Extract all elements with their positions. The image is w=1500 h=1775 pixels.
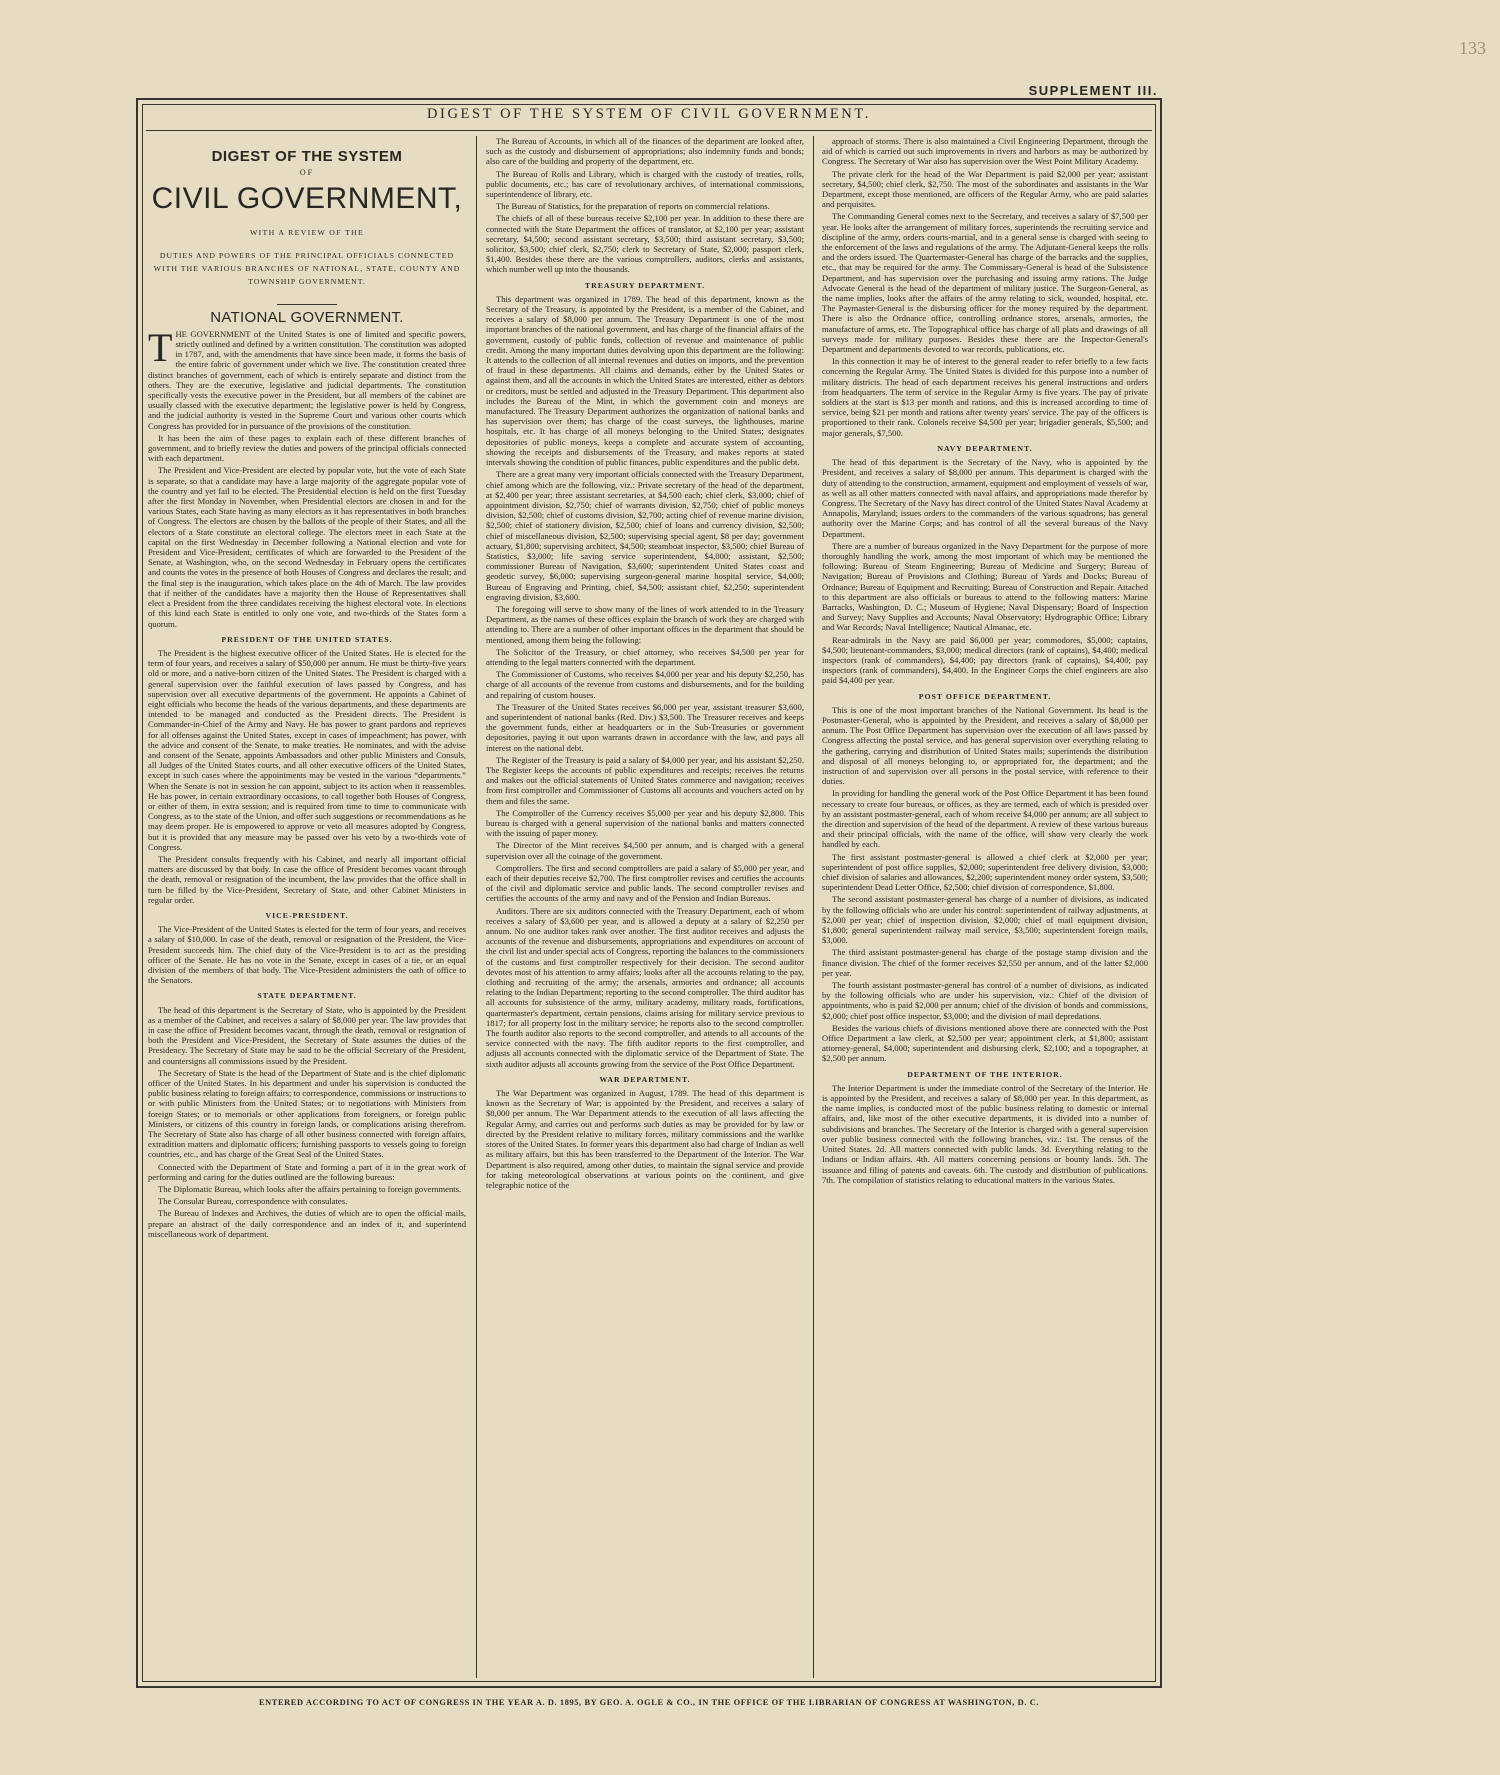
section-heading-treasury: TREASURY DEPARTMENT. xyxy=(584,280,706,290)
paragraph: The private clerk for the head of the War Department is paid $2,000 per year; assistant secretary, $4,500; chief clerk, $2,750. The most of the subordinates and assistants in the War Department, except those mentioned, are officers of the Regular Army, who are paid salaries and perquisites. xyxy=(822,168,1148,210)
paragraph: The Bureau of Accounts, in which all of the finances of the department are looked after, such as the custody and disbursement of appropriations; also indemnity funds and bonds; also care of the building and property of the department, etc. xyxy=(486,136,804,167)
paragraph: The head of this department is the Secretary of the Navy, who is appointed by the President, and receives a salary of $8,000 per annum. This department is charged with the duty of attending to the construction, armament, equipment and employment of vessels of war, as well as all other matters connected with naval affairs, and appropriations made therefor by Congress. The Secretary of the Navy has direct control of the United States Naval Academy at Annapolis, Maryland; issues orders to the commanders of the various squadrons; has general authority over the Marine Corps; and has control of all the several bureaus of the Navy Department. xyxy=(822,457,1148,539)
paragraph: There are a great many very important officials connected with the Treasury Department, chief among which are the following, viz.: Private secretary of the head of the department, at $2,400 per year; three assistant secretaries, at $4,500 each; chief clerk, $3,000; chief of appointment division, $2,750; chief of warrants division, $2,750; chief of public moneys division, $2,500; chief of customs division, $2,700; acting chief of revenue marine division, $2,500; chief of stationery division, $2,500; chief of loans and currency division, $2,500; chief of miscellaneous division, $2,500; supervising special agent, $8 per day; government actuary, $1,800; supervising architect, $4,500; steamboat inspector, $3,500; chief Bureau of Statistics, $3,000; life saving service superintendent, $4,000; assistant, $2,500; commissioner Bureau of Navigation, $3,600; superintendent United States coast and geodetic survey, $6,000; supervising surgeon-general marine hospital service, $4,000; Bureau of Engraving and Printing, chief, $4,500; assistant chief, $2,250; superintendent engraving division, $3,600. xyxy=(486,469,804,602)
page-number: 133 xyxy=(1459,38,1486,58)
national-heading: NATIONAL GOVERNMENT. xyxy=(210,308,404,326)
paragraph: The chiefs of all of these bureaus receive $2,100 per year. In addition to these there are connected with the State Department the offices of translator, at $2,100 per year; assistant secretary, $4,500; second assistant secretary, $3,500; third assistant secretary, $3,500; solicitor, $3,500; chief clerk, $2,750; clerk to Secretary of State, $2,000; passport clerk, $1,400. Besides these there are the various comptrollers, auditors, clerks and assistants, which number well up into the thousands. xyxy=(486,213,804,275)
drop-cap: T xyxy=(148,324,173,370)
section-heading-interior: DEPARTMENT OF THE INTERIOR. xyxy=(907,1069,1063,1079)
section-heading-state: STATE DEPARTMENT. xyxy=(257,991,357,1001)
paragraph: The President and Vice-President are elected by popular vote, but the vote of each State is separate, so that a candidate may have a large majority of the aggregate popular vote of the country and yet fail to be elected. The Presidential election is held on the first Tuesday after the first Monday in November, when Presidential electors are chosen in and for the various States, each State having as many electors as it has representatives in both branches of Congress. The electors are chosen by the ballots of the people of their States, and all the electors of a State constitute an electoral college. The electors meet in each State at the capital on the first Wednesday in December following a National election and vote for President and Vice-President, certificates of which are forwarded to the President of the Senate, at Washington, who, on the second Wednesday in February opens the certificates and counts the votes in the presence of both Houses of Congress and declares the result; and the final step is the inauguration, which takes place on the 4th of March. The law provides that if neither of the candidates have a majority then the House of Representatives shall elect a President from the three candidates receiving the highest electoral vote. In elections of this kind each State is entitled to only one vote, and two-thirds of the States form a quorum. xyxy=(148,465,466,629)
paragraph: The Register of the Treasury is paid a salary of $4,000 per year, and his assistant $2,250. The Register keeps the accounts of public expenditures and receipts; receives the returns and makes out the official statements of United States commerce and navigation; receives from first comptroller and Commissioner of Customs all accounts and vouchers acted on by them and files the same. xyxy=(486,754,804,806)
paragraph: There are a number of bureaus organized in the Navy Department for the purpose of more thoroughly handling the work, among the most important of which may be mentioned the following: Bureau of Steam Engineering; Bureau of Medicine and Surgery; Bureau of Navigation; Bureau of Provisions and Clothing; Bureau of Yards and Docks; Bureau of Ordnance; Bureau of Equipment and Recruiting; Bureau of Construction and Repair. Attached to this department are also officials or bureaus to attend to the following matters: Marine Barracks, Washington, D. C.; Museum of Hygiene; Naval Dispensary; Board of Inspection and Survey; Navy Supplies and Accounts; Naval Observatory; Hydrographic Office; Library and War Records; Naval Intelligence; Nautical Almanac, etc. xyxy=(822,540,1148,633)
paragraph: In this connection it may be of interest to the general reader to refer briefly to a few facts concerning the Regular Army. The United States is divided for this purpose into a number of military districts. The head of each department receives his general instructions and orders from headquarters. The term of service in the Regular Army is five years. The pay of private soldiers at the start is $13 per month and rations, and this is increased according to time of service, being $21 per month and rations after twenty years' service. The pay of the officers is proportioned to their rank. Colonels receive $4,500 per year; brigadier generals, $5,500; and major generals, $7,500. xyxy=(822,356,1148,438)
paragraph: Auditors. There are six auditors connected with the Treasury Department, each of whom receives a salary of $3,600 per year, and is allowed a deputy at a salary of $2,250 per annum. No one auditor takes rank over another. The first auditor receives and adjusts the accounts of the revenue and disbursements, appropriations and expenditures on account of the civil list and under special acts of Congress, reporting the balances to the commissioners of the customs and first comptroller respectively for their decision. The second auditor devotes most of his attention to army affairs; looks after all the accounts relating to the pay, clothing and recruiting of the army; the arsenals, armories and ordnance; all accounts relating to the Indian Department; reporting to the second comptroller. The third auditor has all accounts for subsistence of the army, military academy, military roads, fortifications, quartermaster's department, certain pensions, claims arising for military service previous to 1817; for all property lost in the military service; he reports also to the second comptroller. The fourth auditor also reports to the second comptroller, and attends to all accounts of the service connected with the navy. The fifth auditor reports to the first comptroller, and adjusts all accounts connected with the diplomatic service of the Department of State. The sixth auditor adjusts all accounts growing from the service of the Post Office Department. xyxy=(486,905,804,1069)
section-heading-navy: NAVY DEPARTMENT. xyxy=(937,443,1033,453)
title-review: WITH A REVIEW OF THE xyxy=(249,228,365,238)
paragraph: The Solicitor of the Treasury, or chief attorney, who receives $4,500 per year for attending to the legal matters connected with the department. xyxy=(486,646,804,667)
column-divider xyxy=(476,136,477,1678)
title-of: OF xyxy=(299,168,315,178)
paragraph: The fourth assistant postmaster-general has control of a number of divisions, as indicated by the following officials who are under his supervision, viz.: Chief of the division of appointments, who is paid $2,000 per annum; chief of the division of bonds and commissions, $2,000; chief post office inspector, $3,000; and the division of mail depredations. xyxy=(822,980,1148,1021)
column-3 xyxy=(822,136,1148,1680)
banner-rule xyxy=(146,130,1152,131)
paragraph: The second assistant postmaster-general has charge of a number of divisions, as indicated by the following officials who are under his control: superintendent of railway adjustments, at $2,000 per year; chief of inspection division, $2,000; chief of mail equipment division, $1,800; general superintendent railway mail service, $3,500; superintendent foreign mails, $3,000. xyxy=(822,894,1148,946)
paragraph: In providing for handling the general work of the Post Office Department it has been found necessary to create four bureaus, or offices, as they are termed, each of which is presided over by an assistant postmaster-general, each of whom receive $4,000 per annum; are all subject to the direction and supervision of the head of the department. A review of these various bureaus and their principal officials, with the name of the office, will show very clearly the work handled by each. xyxy=(822,788,1148,850)
paragraph: Comptrollers. The first and second comptrollers are paid a salary of $5,000 per year, and each of their deputies receive $2,700. The first comptroller revises and certifies the accounts of the civil and diplomatic service and public lands. The second comptroller revises and certifies the accounts of the army and navy and of the Pension and Indian Bureaus. xyxy=(486,862,804,904)
paragraph: The Commissioner of Customs, who receives $4,000 per year and his deputy $2,250, has charge of all accounts of the revenue from customs and disbursements, and for the building and repairing of custom houses. xyxy=(486,669,804,700)
paragraph: The President is the highest executive officer of the United States. He is elected for the term of four years, and receives a salary of $50,000 per annum. He must be thirty-five years old or more, and a native-born citizen of the United States. The President is charged with a general supervision over the faithful execution of laws passed by Congress, and has supervision over all executive departments of the government. He appoints a Cabinet of eight officials who become the heads of the various departments, and these departments are intended to be managed and conducted as the President directs. The President is Commander-in-Chief of the Army and Navy. He has power to grant pardons and reprieves for all offenses against the United States, except in cases of impeachment; has power, with the advice and consent of the Senate, to make treaties. He nominates, and with the advise and consent of the Senate, appoints Ambassadors and other public Ministers and Consuls, all Judges of the United States courts, and all other executive officers of the United States, except in such cases where the appointments may be vested in the various “departments.” When the Senate is not in session he can appoint, subject to its action when it reassembles. He has power, in certain extraordinary occasions, to call together both Houses of Congress, or either of them, in extra session; and is required from time to time to communicate with Congress, as to the state of the Union, and offer such suggestions or recommendations as he may deem proper. He is empowered to approve or veto all measures adopted by Congress, but it is provided that any measure may be passed over his veto by a two-thirds vote of Congress. xyxy=(148,647,466,852)
banner-title: DIGEST OF THE SYSTEM OF CIVIL GOVERNMENT. xyxy=(426,106,871,122)
paragraph: Connected with the Department of State and forming a part of it in the great work of performing and caring for the duties outlined are the following bureaus: xyxy=(148,1161,466,1182)
column-divider xyxy=(813,136,814,1678)
paragraph: The Bureau of Rolls and Library, which is charged with the custody of treaties, rolls, public documents, etc.; has care of revolutionary archives, of international commissions, superintendence of library, etc. xyxy=(486,168,804,200)
paragraph: The Treasurer of the United States receives $6,000 per year, assistant treasurer $3,600, and superintendent of national banks (Red. Div.) $3,500. The Treasurer receives and keeps the government funds, either at headquarters or in the Sub-Treasuries or government depositories, paying it out upon warrants drawn in accordance with the law, and pays all interest on the national debt. xyxy=(486,701,804,753)
paragraph: The head of this department is the Secretary of State, who is appointed by the President as a member of the Cabinet, and receives a salary of $8,000 per year. The law provides that in case the office of President becomes vacant, through the death, removal or resignation of both the President and Vice-President, the Secretary of State assumes the duties of the Presidency. The Secretary of State may be said to be the official Secretary of the President, and countersigns all commissions issued by the President. xyxy=(148,1004,466,1066)
paragraph: The Bureau of Statistics, for the preparation of reports on commercial relations. xyxy=(496,201,770,212)
paragraph: The third assistant postmaster-general has charge of the postage stamp division and the finance division. The chief of the former receives $2,550 per annum, and of the latter $2,000 per year. xyxy=(822,947,1148,978)
paragraph: approach of storms. There is also maintained a Civil Engineering Department, through the aid of which is carried out such improvements in rivers and harbors as may be authorized by Congress. The Secretary of War also has supervision over the West Point Military Academy. xyxy=(822,136,1148,167)
section-heading-war: WAR DEPARTMENT. xyxy=(599,1074,691,1084)
paragraph: The War Department was organized in August, 1789. The head of this department is known as the Secretary of War; is appointed by the President, and receives a salary of $8,000 per annum. The War Department attends to the execution of all laws affecting the Regular Army, and carries out and performs such duties as may be provided for by law or directed by the President relative to military forces, military commissions and the warlike stores of the United States. In former years this department also had charge of Indian as well as military affairs, but this has been transferred to the Department of the Interior. The War Department is also required, among other duties, to maintain the signal service and provide for taking meteorological observations at various points on the continent, and give telegraphic notice of the xyxy=(486,1088,804,1190)
title-duties: DUTIES AND POWERS OF THE PRINCIPAL OFFICIALS CONNECTED WITH THE VARIOUS BRANCHES OF NATIONAL, STATE, COUNTY AND TOWNSHIP GOVERNMENT. xyxy=(153,250,461,286)
column-2 xyxy=(486,136,804,1680)
copyright-footer: ENTERED ACCORDING TO ACT OF CONGRESS IN THE YEAR A. D. 1895, BY GEO. A. OGLE & CO., IN THE OFFICE OF THE LIBRARIAN OF CONGRESS AT WASHINGTON, D. C. xyxy=(258,1698,1040,1707)
paragraph: The Interior Department is under the immediate control of the Secretary of the Interior. He is appointed by the President, and receives a salary of $8,000 per year. In this department, as the name implies, is conducted most of the public business relating to domestic or internal affairs, and, like most of the other executive departments, it is divided into a number of subdivisions and branches. The Secretary of the Interior is charged with a general supervision over public business connected with the following branches, viz.: 1st. The census of the United States. 2d. All matters connected with public lands. 3d. Everything relating to the Indians or Indian affairs. 4th. All matters concerning pensions or bounty lands. 5th. The issuance and filing of patents and caveats. 6th. The custody and distribution of publications. 7th. The compilation of statistics relating to educational matters in the various States. xyxy=(822,1082,1148,1185)
title-rule xyxy=(277,304,337,305)
column-1 xyxy=(148,136,466,1680)
section-heading-vice-president: VICE-PRESIDENT. xyxy=(265,910,349,920)
paragraph: THE GOVERNMENT of the United States is one of limited and specific powers, strictly outlined and defined by a written constitution. The constitution was adopted in 1787, and, with the amendments that have since been made, it forms the basis of the entire fabric of government under which we live. The constitution created three distinct branches of government, each of which is entirely separate and distinct from the others. They are the executive, legislative and judicial departments. The constitution specifically vests the executive power in the President, but all members of the cabinet are usually classed with the executive department; the legislative power is held by Congress, and the judicial authority is vested in the Supreme Court and various other courts which Congress has provided for in pursuance of the provisions of the constitution. xyxy=(148,324,466,431)
paragraph: The Commanding General comes next to the Secretary, and receives a salary of $7,500 per year. He looks after the arrangement of military forces, superintends the recruiting service and discipline of the army, orders courts-martial, and in a general sense is charged with seeing to the enforcement of the laws and regulations of the army. The Adjutant-General keeps the rolls and the orders issued. The Quartermaster-General has charge of the barracks and the supplies, etc., that may be required for the army. The Commissary-General is head of the Subsistence Department, and has supervision over the purchasing and issuing army rations. The Judge Advocate General is the head of the department of military justice. The Surgeon-General, as the name implies, looks after the affairs of the army relating to sick, wounded, hospital, etc. The Paymaster-General is the disbursing officer for the money required by the department. There is also the Ordnance office, controlling ordnance stores, arsenals, armories, the manufacture of arms, etc. The Topographical office has charge of all plats and drawings of all surveys made for military purposes. Besides these there are the Inspector-General's Department and departments devoted to war records, publications, etc. xyxy=(822,211,1148,355)
section-heading-post-office: POST OFFICE DEPARTMENT. xyxy=(918,691,1052,701)
title-main: CIVIL GOVERNMENT, xyxy=(151,182,463,216)
paragraph: This department was organized in 1789. The head of this department, known as the Secretary of the Treasury, is appointed by the President, is a member of the Cabinet, and receives a salary of $8,000 per annum. The Treasury Department is one of the most important branches of the national government, and has charge of the financial affairs of the government, custody of public funds, collection of revenue and maintenance of public credit. Among the many important duties devolving upon this department are the following: It attends to the collection of all internal revenues and duties on imports, and the prevention of fraud in these departments. All claims and demands, either by the United States or against them, and all the accounts in which the United States are interested, either as debtors or creditors, must be settled and adjusted in the Treasury Department. This department also includes the Bureau of the Mint, in which the government coin and moneys are manufactured. The Treasury Department authorizes the organization of national banks and has supervision over them; has charge of the coast surveys, the lighthouses, marine hospitals, etc. It has charge of all moneys belonging to the United States; designates depositories of public moneys, keeps a complete and accurate system of accounting, showing the receipts and disbursements of the Treasury, and makes reports at stated intervals showing the condition of public finances, public expenditures and the public debt. xyxy=(486,293,804,468)
paragraph: It has been the aim of these pages to explain each of these different branches of government, and to briefly review the duties and powers of the principal officials connected with each department. xyxy=(148,432,466,464)
paragraph: The Consular Bureau, correspondence with consulates. xyxy=(158,1196,348,1207)
paragraph: The Bureau of Indexes and Archives, the duties of which are to open the official mails, prepare an abstract of the daily correspondence and an index of it, and superintend miscellaneous work of department. xyxy=(148,1208,466,1239)
paragraph: Rear-admirals in the Navy are paid $6,000 per year; commodores, $5,000; captains, $4,500; lieutenant-commanders, $3,000; medical directors (rank of captains), $4,400; medical inspectors (rank of commanders), $4,400; pay directors (rank of captains), $4,400; pay inspectors (rank of commanders), $4,400. In the Engineer Corps the chief engineers are also paid $4,400 per year. xyxy=(822,634,1148,686)
paragraph: This is one of the most important branches of the National Government. Its head is the Postmaster-General, who is appointed by the President, and receives a salary of $8,000 per annum. The Post Office Department has supervision over the execution of all laws passed by Congress affecting the postal service, and has general supervision over everything relating to the gathering, carrying and distribution of United States mails; superintends the distribution and disposal of all moneys belonging to, or appropriated for, the department; and the instruction of and supervision over all persons in the postal service, with reference to their duties. xyxy=(822,704,1148,787)
section-heading-president: PRESIDENT OF THE UNITED STATES. xyxy=(221,634,393,644)
paragraph: The President consults frequently with his Cabinet, and nearly all important official matters are discussed by that body. In case the office of President becomes vacant through the death, removal or resignation of the incumbent, the law provides that the office shall in turn be filled by the Vice-President, Secretary of State, and other Cabinet Ministers in regular order. xyxy=(148,853,466,905)
paragraph: The Secretary of State is the head of the Department of State and is the chief diplomatic officer of the United States. In his department and under his supervision is conducted the public business relating to foreign affairs; to correspondence, commissions or instructions to or with public Ministers from the United States; or to negotiations with Ministers from foreign States; or to memorials or other applications from foreigners, or foreign public Ministers, or citizens of this country in foreign lands, or complications arising therefrom. The Secretary of State also has charge of all other business connected with foreign affairs, extradition matters and diplomatic officers; furnishing passports to vessels going to foreign countries, etc., and has charge of the Great Seal of the United States. xyxy=(148,1067,466,1160)
paragraph: The Comptroller of the Currency receives $5,000 per year and his deputy $2,800. This bureau is charged with a general supervision of the national banks and matters connected with the issuing of paper money. xyxy=(486,807,804,839)
paragraph: The Diplomatic Bureau, which looks after the affairs pertaining to foreign governments. xyxy=(158,1184,462,1195)
paragraph: Besides the various chiefs of divisions mentioned above there are connected with the Post Office Department a law clerk, at $2,500 per year; appointment clerk, at $1,800; assistant attorney-general, $4,000; superintendent and disbursing clerk, $2,100; and a topographer, at $2,500 per annum. xyxy=(822,1022,1148,1064)
paragraph: The first assistant postmaster-general is allowed a chief clerk at $2,000 per year; superintendent of post office supplies, $2,000; superintendent free delivery division, $3,000; chief division of salaries and allowances, $2,200; superintendent money order system, $3,500; superintendent Dead Letter Office, $2,500; chief division of correspondence, $1,800. xyxy=(822,851,1148,893)
page-frame xyxy=(136,98,1162,1688)
title-line-1: DIGEST OF THE SYSTEM xyxy=(211,148,403,165)
paragraph: The foregoing will serve to show many of the lines of work attended to in the Treasury Department, as the names of these offices explain the branch of work they are charged with attending to. There are a number of other important offices in the department that should be mentioned, among them being the following: xyxy=(486,603,804,645)
paragraph: The Vice-President of the United States is elected for the term of four years, and receives a salary of $10,000. In case of the death, removal or resignation of the President, the Vice-President succeeds him. The chief duty of the Vice-President is to act as the presiding officer of the Senate. He has no vote in the Senate, except in cases of a tie, or an equal division of the members of that body. The Vice-President administers the oath of office to the Senators. xyxy=(148,924,466,986)
supplement-label: SUPPLEMENT III. xyxy=(1028,83,1158,98)
paragraph: The Director of the Mint receives $4,500 per annum, and is charged with a general supervision over all the coinage of the government. xyxy=(486,840,804,861)
